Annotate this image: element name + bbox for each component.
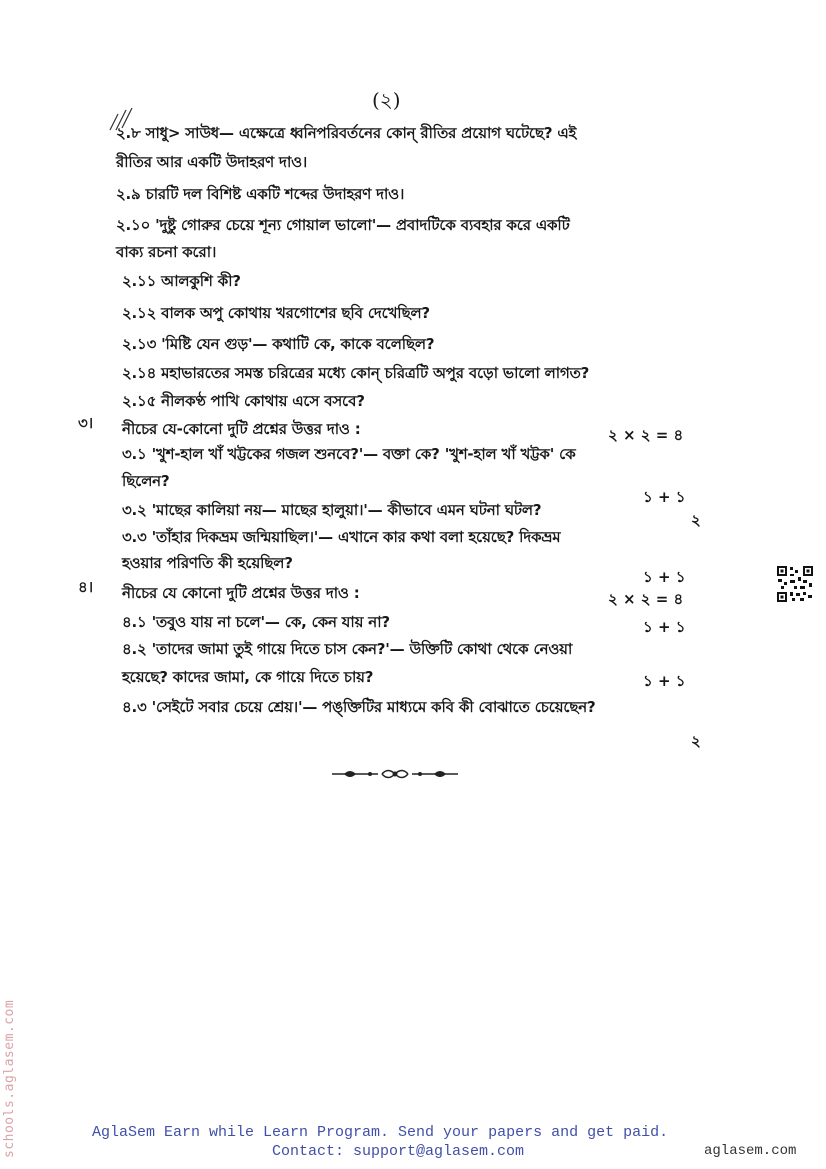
question-2-14: ২.১৪ মহাভারতের সমস্ত চরিত্রের মধ্যে কোন্ চরিত্রটি অপুর বড়ো ভালো লাগত?: [122, 364, 590, 382]
question-4-2-line-1: ৪.২ 'তাদের জামা তুই গায়ে দিতে চাস কেন?'— উক্তিটি কোথা থেকে নেওয়া: [122, 640, 573, 658]
footer-watermark-line-2: Contact: support@aglasem.com: [272, 1143, 525, 1160]
section-3-number: ৩।: [78, 414, 94, 432]
question-4-1-marks: ১ + ১: [643, 618, 686, 636]
section-3-heading: নীচের যে-কোনো দুটি প্রশ্নের উত্তর দাও :: [122, 420, 361, 438]
question-3-1-line-2: ছিলেন?: [122, 472, 170, 490]
question-3-3-line-2: হওয়ার পরিণতি কী হয়েছিল?: [122, 554, 293, 572]
question-2-15: ২.১৫ নীলকণ্ঠ পাখি কোথায় এসে বসবে?: [122, 392, 365, 410]
question-3-2-line-1: ৩.২ 'মাছের কালিয়া নয়— মাছের হালুয়া।'— কীভাবে এমন ঘটনা ঘটল?: [122, 501, 542, 519]
question-4-2-marks: ১ + ১: [643, 672, 686, 690]
side-watermark: schools.aglasem.com: [2, 999, 17, 1158]
question-3-3-line-1: ৩.৩ 'তাঁহার দিকভ্রম জন্মিয়াছিল।'— এখানে কার কথা বলা হয়েছে? দিকভ্রম: [122, 528, 561, 546]
section-4-heading: নীচের যে কোনো দুটি প্রশ্নের উত্তর দাও :: [122, 584, 360, 602]
footer-watermark-line-1: AglaSem Earn while Learn Program. Send your papers and get paid.: [92, 1124, 669, 1141]
question-2-9: ২.৯ চারটি দল বিশিষ্ট একটি শব্দের উদাহরণ দাও।: [116, 185, 405, 203]
question-2-10-line-2: বাক্য রচনা করো।: [116, 243, 217, 261]
question-2-12: ২.১২ বালক অপু কোথায় খরগোশের ছবি দেখেছিল?: [122, 304, 430, 322]
question-2-13: ২.১৩ 'মিষ্টি যেন গুড়'— কথাটি কে, কাকে বলেছিল?: [122, 335, 435, 353]
question-2-10-line-1: ২.১০ 'দুষ্টু গোরুর চেয়ে শূন্য গোয়াল ভালো'— প্রবাদটিকে ব্যবহার করে একটি: [116, 216, 570, 234]
question-3-1-line-1: ৩.১ 'খুশ-হাল খাঁ খট্টকের গজল শুনবে?'— বক্তা কে? 'খুশ-হাল খাঁ খট্টক' কে: [122, 445, 576, 463]
question-2-8-line-2: রীতির আর একটি উদাহরণ দাও।: [116, 153, 308, 171]
question-4-2-line-2: হয়েছে? কাদের জামা, কে গায়ে দিতে চায়?: [122, 668, 374, 686]
question-2-11: ২.১১ আলকুশি কী?: [122, 272, 241, 290]
question-4-3-line-1: ৪.৩ 'সেইটে সবার চেয়ে শ্রেয়।'— পঙ্‌ক্তিটির মাধ্যমে কবি কী বোঝাতে চেয়েছেন?: [122, 698, 596, 716]
decorative-divider-ornament-icon: [330, 765, 460, 783]
question-4-3-marks: ২: [691, 732, 701, 750]
question-2-8-line-1: ২.৮ সাধু> সাউধ— এক্ষেত্রে ধ্বনিপরিবর্তনের কোন্ রীতির প্রয়োগ ঘটেছে? এই: [116, 124, 577, 142]
question-3-2-marks: ২: [691, 511, 701, 529]
qr-code-icon: [776, 565, 814, 603]
section-4-marks: ২ × ২ = ৪: [608, 590, 684, 608]
section-4-number: ৪।: [78, 578, 94, 596]
question-4-1-line-1: ৪.১ 'তবুও যায় না চলে'— কে, কেন যায় না?: [122, 613, 390, 631]
question-3-1-marks: ১ + ১: [643, 488, 686, 506]
section-3-marks: ২ × ২ = ৪: [608, 426, 684, 444]
question-3-3-marks: ১ + ১: [643, 568, 686, 586]
footer-site-watermark: aglasem.com: [704, 1143, 797, 1159]
page-number: (২): [372, 88, 401, 112]
